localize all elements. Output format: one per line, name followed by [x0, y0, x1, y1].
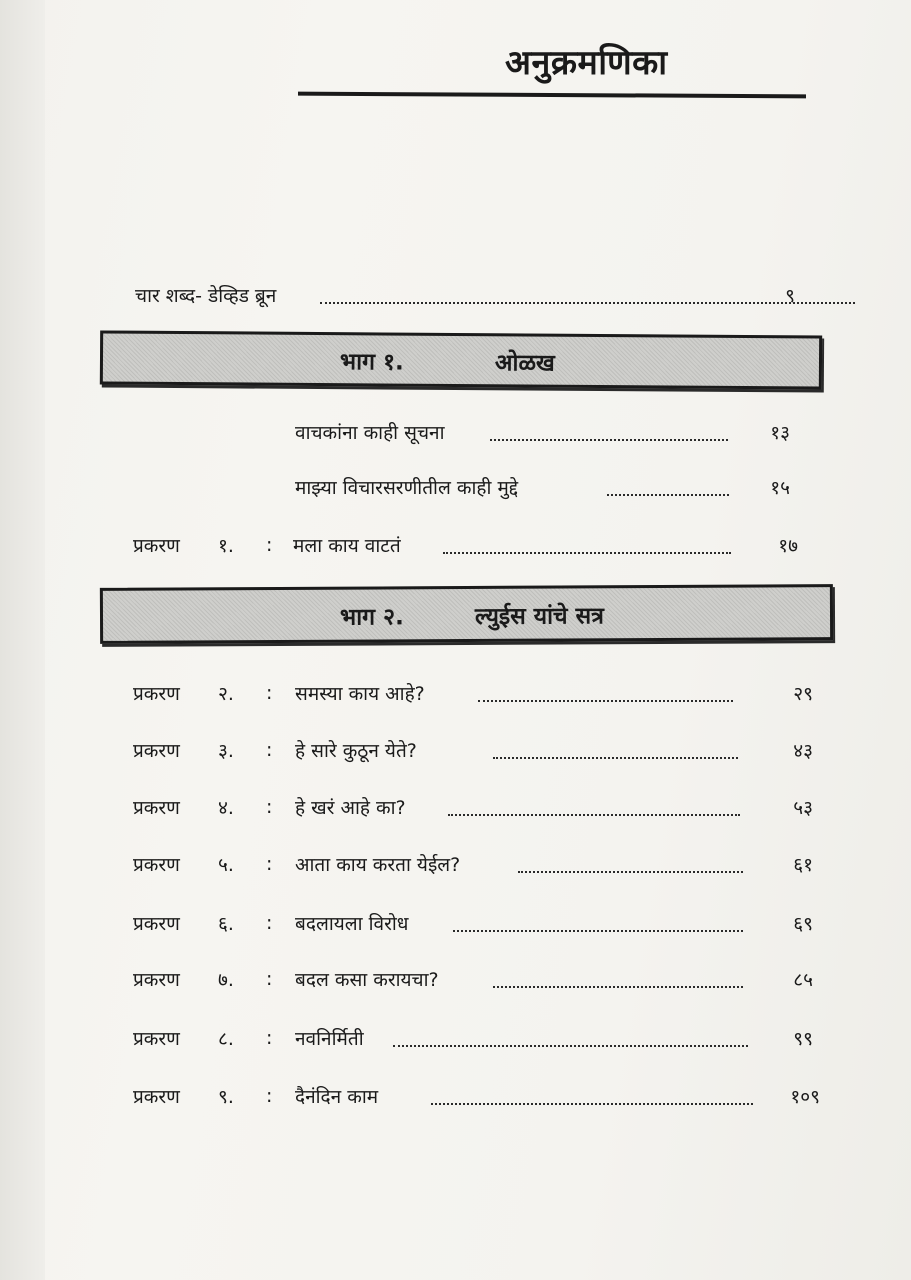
- chapter-number: ५.: [218, 854, 234, 876]
- chapter-label: प्रकरण: [133, 683, 180, 705]
- dot-leader: [607, 494, 729, 496]
- chapter-label: प्रकरण: [133, 740, 180, 762]
- chapter-page: ९९: [793, 1028, 813, 1050]
- toc-chapter-3[interactable]: [133, 733, 823, 767]
- chapter-page: ६९: [793, 913, 813, 935]
- chapter-title: मला काय वाटतं: [293, 535, 401, 557]
- chapter-page: २९: [793, 683, 813, 705]
- toc-entry-text: चार शब्द- डेव्हिड ब्रून: [135, 285, 277, 307]
- dot-leader: [493, 757, 738, 759]
- dot-leader: [490, 439, 728, 441]
- chapter-number: ९.: [218, 1086, 234, 1108]
- toc-chapter-8[interactable]: [133, 1021, 823, 1055]
- chapter-label: प्रकरण: [133, 797, 180, 819]
- chapter-title: दैनंदिन काम: [295, 1086, 379, 1108]
- chapter-colon: :: [266, 739, 273, 761]
- chapter-colon: :: [266, 534, 273, 556]
- chapter-number: १.: [218, 535, 234, 557]
- chapter-page: ८५: [793, 969, 813, 991]
- toc-chapter-7[interactable]: [133, 962, 823, 996]
- chapter-title: नवनिर्मिती: [295, 1028, 364, 1050]
- chapter-title: बदल कसा करायचा?: [295, 969, 439, 991]
- part-2-label: भाग २.: [339, 604, 404, 631]
- dot-leader: [443, 552, 731, 554]
- chapter-title: समस्या काय आहे?: [295, 683, 425, 705]
- chapter-colon: :: [266, 796, 273, 818]
- dot-leader: [493, 986, 743, 988]
- part-1-label: भाग १.: [339, 349, 404, 376]
- toc-entry-text: माझ्या विचारसरणीतील काही मुद्दे: [295, 477, 519, 499]
- chapter-page: ६१: [793, 854, 813, 876]
- page-gutter: [0, 0, 45, 1280]
- part-1-banner: [100, 330, 822, 389]
- chapter-label: प्रकरण: [133, 913, 180, 935]
- toc-entry-foreword[interactable]: [135, 278, 795, 312]
- toc-chapter-4[interactable]: [133, 790, 823, 824]
- chapter-page: ५३: [793, 797, 813, 819]
- chapter-title: हे खरं आहे का?: [295, 797, 406, 819]
- chapter-colon: :: [266, 912, 273, 934]
- chapter-page: ४३: [793, 740, 813, 762]
- chapter-number: २.: [218, 683, 234, 705]
- toc-chapter-2[interactable]: [133, 676, 823, 710]
- chapter-colon: :: [266, 1027, 273, 1049]
- chapter-number: ८.: [218, 1028, 234, 1050]
- title-underline: [298, 92, 806, 99]
- chapter-label: प्रकरण: [133, 854, 180, 876]
- chapter-label: प्रकरण: [133, 535, 180, 557]
- chapter-colon: :: [266, 968, 273, 990]
- chapter-title: आता काय करता येईल?: [295, 854, 461, 876]
- dot-leader: [453, 930, 743, 932]
- toc-entry-text: वाचकांना काही सूचना: [295, 422, 445, 444]
- chapter-colon: :: [266, 853, 273, 875]
- chapter-number: ६.: [218, 913, 234, 935]
- chapter-title: हे सारे कुठून येते?: [295, 740, 417, 762]
- chapter-number: ३.: [218, 740, 234, 762]
- toc-entry-page: १५: [770, 477, 790, 499]
- dot-leader: [431, 1103, 753, 1105]
- chapter-page: १०९: [790, 1086, 820, 1108]
- chapter-title: बदलायला विरोध: [295, 913, 409, 935]
- toc-chapter-1[interactable]: [133, 528, 803, 562]
- toc-entry[interactable]: [295, 415, 795, 449]
- toc-chapter-5[interactable]: [133, 847, 823, 881]
- page-title: अनुक्रमणिका: [505, 43, 668, 83]
- chapter-colon: :: [266, 682, 273, 704]
- chapter-colon: :: [266, 1085, 273, 1107]
- chapter-number: ४.: [218, 797, 234, 819]
- part-2-title: ल्युईस यांचे सत्र: [474, 603, 604, 630]
- chapter-label: प्रकरण: [133, 1028, 180, 1050]
- chapter-label: प्रकरण: [133, 969, 180, 991]
- dot-leader: [518, 871, 743, 873]
- dot-leader: [448, 814, 740, 816]
- toc-entry[interactable]: [295, 470, 795, 504]
- toc-chapter-9[interactable]: [133, 1079, 823, 1113]
- toc-chapter-6[interactable]: [133, 906, 823, 940]
- chapter-label: प्रकरण: [133, 1086, 180, 1108]
- toc-entry-page: १३: [770, 422, 790, 444]
- dot-leader: [478, 700, 733, 702]
- chapter-page: १७: [778, 535, 798, 557]
- dot-leader: [393, 1045, 748, 1047]
- chapter-number: ७.: [218, 969, 234, 991]
- part-1-title: ओळख: [494, 350, 555, 377]
- toc-entry-page: ९: [785, 285, 795, 307]
- part-2-banner: [100, 584, 833, 644]
